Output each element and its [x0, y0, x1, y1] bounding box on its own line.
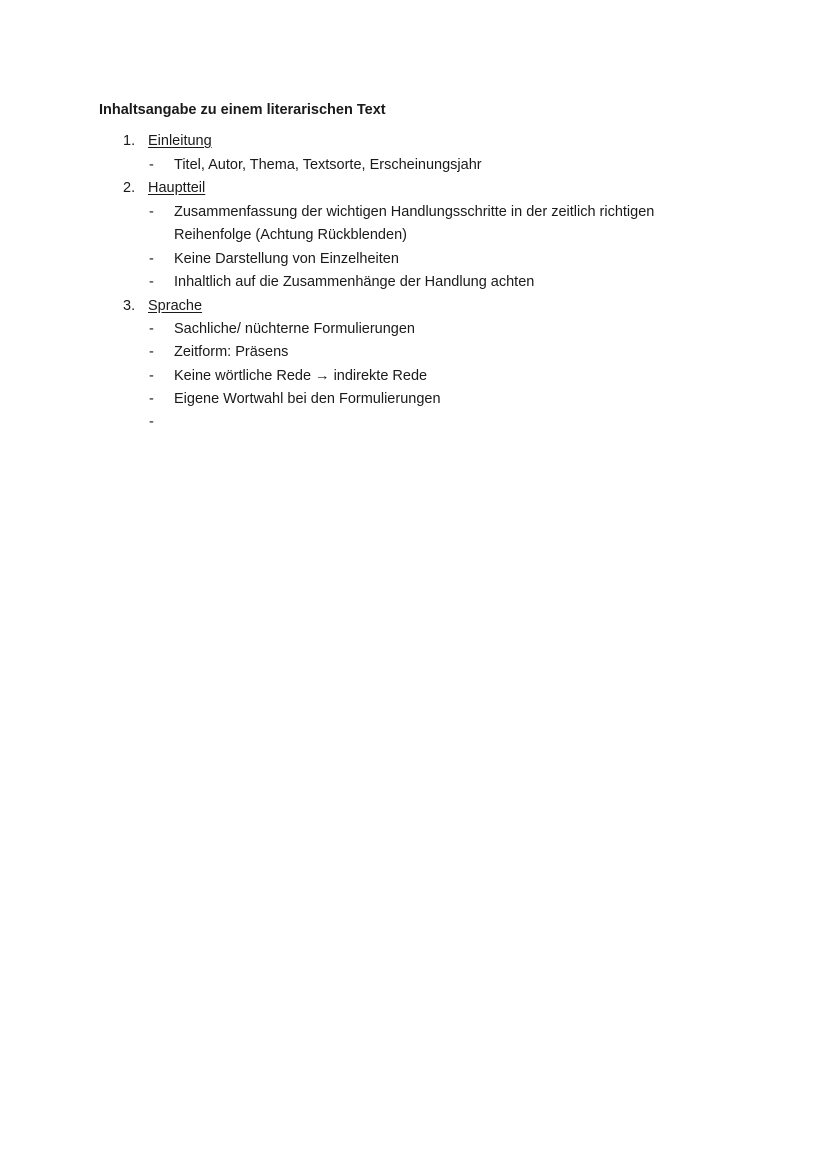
list-item-text: Inhaltlich auf die Zusammenhänge der Handlung achten	[174, 274, 535, 290]
section-label: Sprache	[148, 298, 203, 314]
section-number: 2.	[123, 180, 136, 196]
section-number: 1.	[123, 133, 136, 149]
bullet-dash: -	[149, 274, 154, 290]
list-item-text: Zusammenfassung der wichtigen Handlungsschritte in der zeitlich richtigen Reihenfolge (Achtung Rückblenden)	[174, 204, 655, 244]
bullet-dash: -	[149, 344, 154, 360]
bullet-dash: -	[149, 204, 154, 220]
list-item-text: Titel, Autor, Thema, Textsorte, Erscheinungsjahr	[174, 157, 482, 173]
list-item-text: Zeitform: Präsens	[174, 344, 289, 360]
bullet-dash: -	[149, 368, 154, 384]
list-item-text: Eigene Wortwahl bei den Formulierungen	[174, 391, 441, 407]
bullet-dash: -	[149, 391, 154, 407]
list-item-text: Sachliche/ nüchterne Formulierungen	[174, 321, 415, 337]
bullet-dash: -	[149, 157, 154, 173]
section-label: Einleitung	[148, 133, 212, 149]
document-title: Inhaltsangabe zu einem literarischen Text	[99, 102, 386, 118]
bullet-dash: -	[149, 414, 154, 430]
bullet-dash: -	[149, 251, 154, 267]
section-label: Hauptteil	[148, 180, 206, 196]
list-item-text: Keine Darstellung von Einzelheiten	[174, 251, 399, 267]
bullet-dash: -	[149, 321, 154, 337]
section-number: 3.	[123, 298, 136, 314]
list-item-text: Keine wörtliche Rede → indirekte Rede	[174, 368, 428, 384]
